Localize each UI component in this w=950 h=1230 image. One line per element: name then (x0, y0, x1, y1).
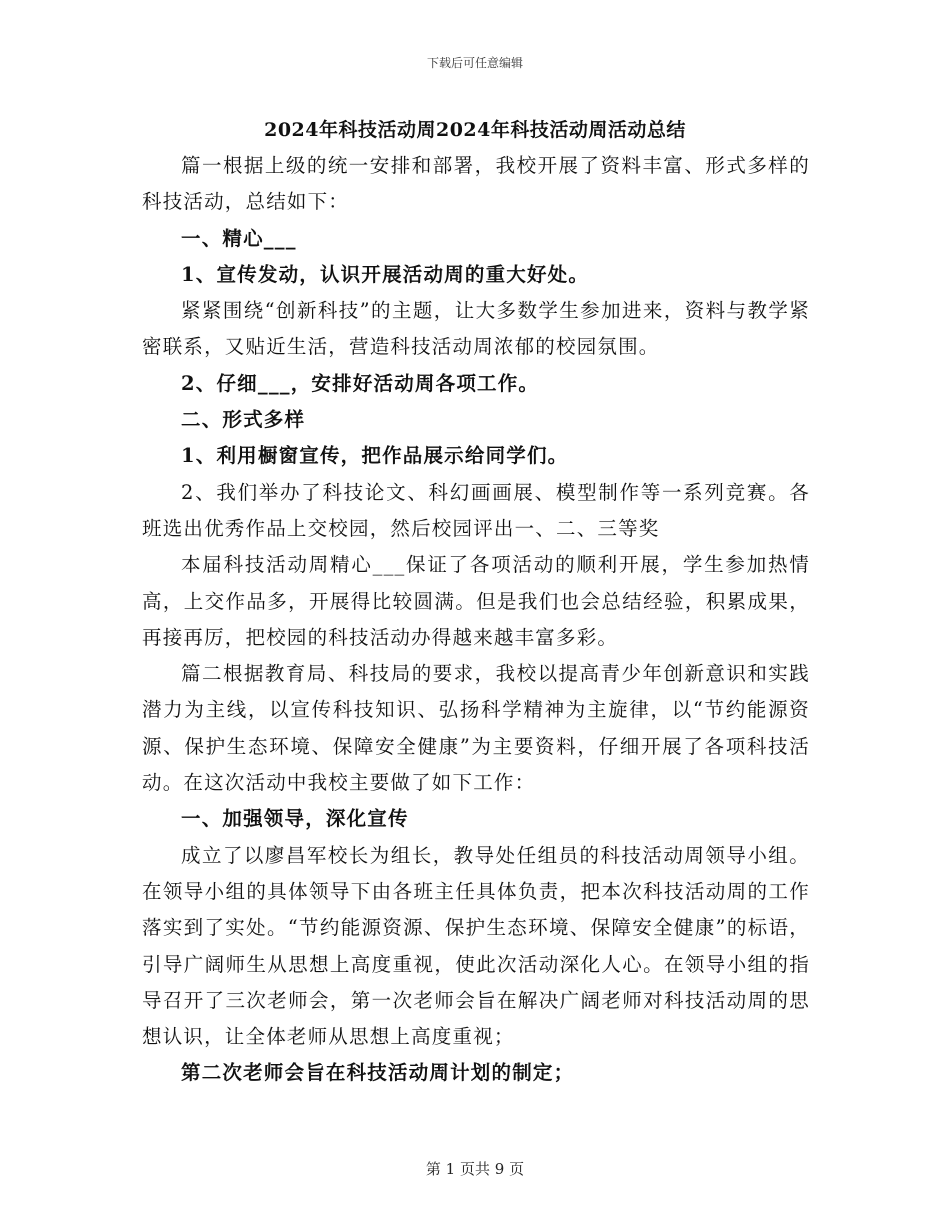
heading-jingxin: 一、精心___ (181, 226, 297, 250)
heading-xingshi: 二、形式多样 (181, 408, 306, 432)
subheading-jihua: 第二次老师会旨在科技活动周计划的制定； (181, 1061, 575, 1085)
header-note: 下载后可任意编辑 (426, 56, 523, 70)
subheading-xuanchuan: 1、宣传发动，认识开展活动周的重大好处。 (181, 262, 590, 286)
paragraph-1: 篇一根据上级的统一安排和部署，我校开展了资料丰富、形式多样的科技活动，总结如下： (142, 154, 810, 214)
subheading-anpai: 2、仔细___，安排好活动周各项工作。 (181, 371, 540, 395)
document-body (142, 148, 810, 1092)
heading-lingdao: 一、加强领导，深化宣传 (181, 807, 409, 831)
page-footer: 第 1 页共 9 页 (425, 1160, 525, 1178)
paragraph-5: 篇二根据教育局、科技局的要求，我校以提高青少年创新意识和实践潜力为主线，以宣传科技知识、弘扬科学精神为主旋律，以“节约能源资源、保护生态环境、保障安全健康”为主要资料，仔细开展了各项科技活动。在这次活动中我校主要做了如下工作： (142, 662, 810, 795)
paragraph-2: 紧紧围绕“创新科技”的主题，让大多数学生参加进来，资料与教学紧密联系，又贴近生活，营造科技活动周浓郁的校园氛围。 (142, 299, 810, 359)
paragraph-3: 2、我们举办了科技论文、科幻画画展、模型制作等一系列竞赛。各班选出优秀作品上交校园，然后校园评出一、二、三等奖 (142, 480, 810, 540)
subheading-chuchuang: 1、利用橱窗宣传，把作品展示给同学们。 (181, 444, 569, 468)
document-title: 2024年科技活动周2024年科技活动周活动总结 (264, 119, 686, 141)
paragraph-6: 成立了以廖昌军校长为组长，教导处任组员的科技活动周领导小组。在领导小组的具体领导下由各班主任具体负责，把本次科技活动周的工作落实到了实处。“节约能源资源、保护生态环境、保障安全健康”的标语，引导广阔师生从思想上高度重视，使此次活动深化人心。在领导小组的指导召开了三次老师会，第一次老师会旨在解决广阔老师对科技活动周的思想认识，让全体老师从思想上高度重视； (142, 843, 810, 1049)
paragraph-4: 本届科技活动周精心___保证了各项活动的顺利开展，学生参加热情高，上交作品多，开展得比较圆满。但是我们也会总结经验，积累成果，再接再厉，把校园的科技活动办得越来越丰富多彩。 (142, 553, 810, 649)
